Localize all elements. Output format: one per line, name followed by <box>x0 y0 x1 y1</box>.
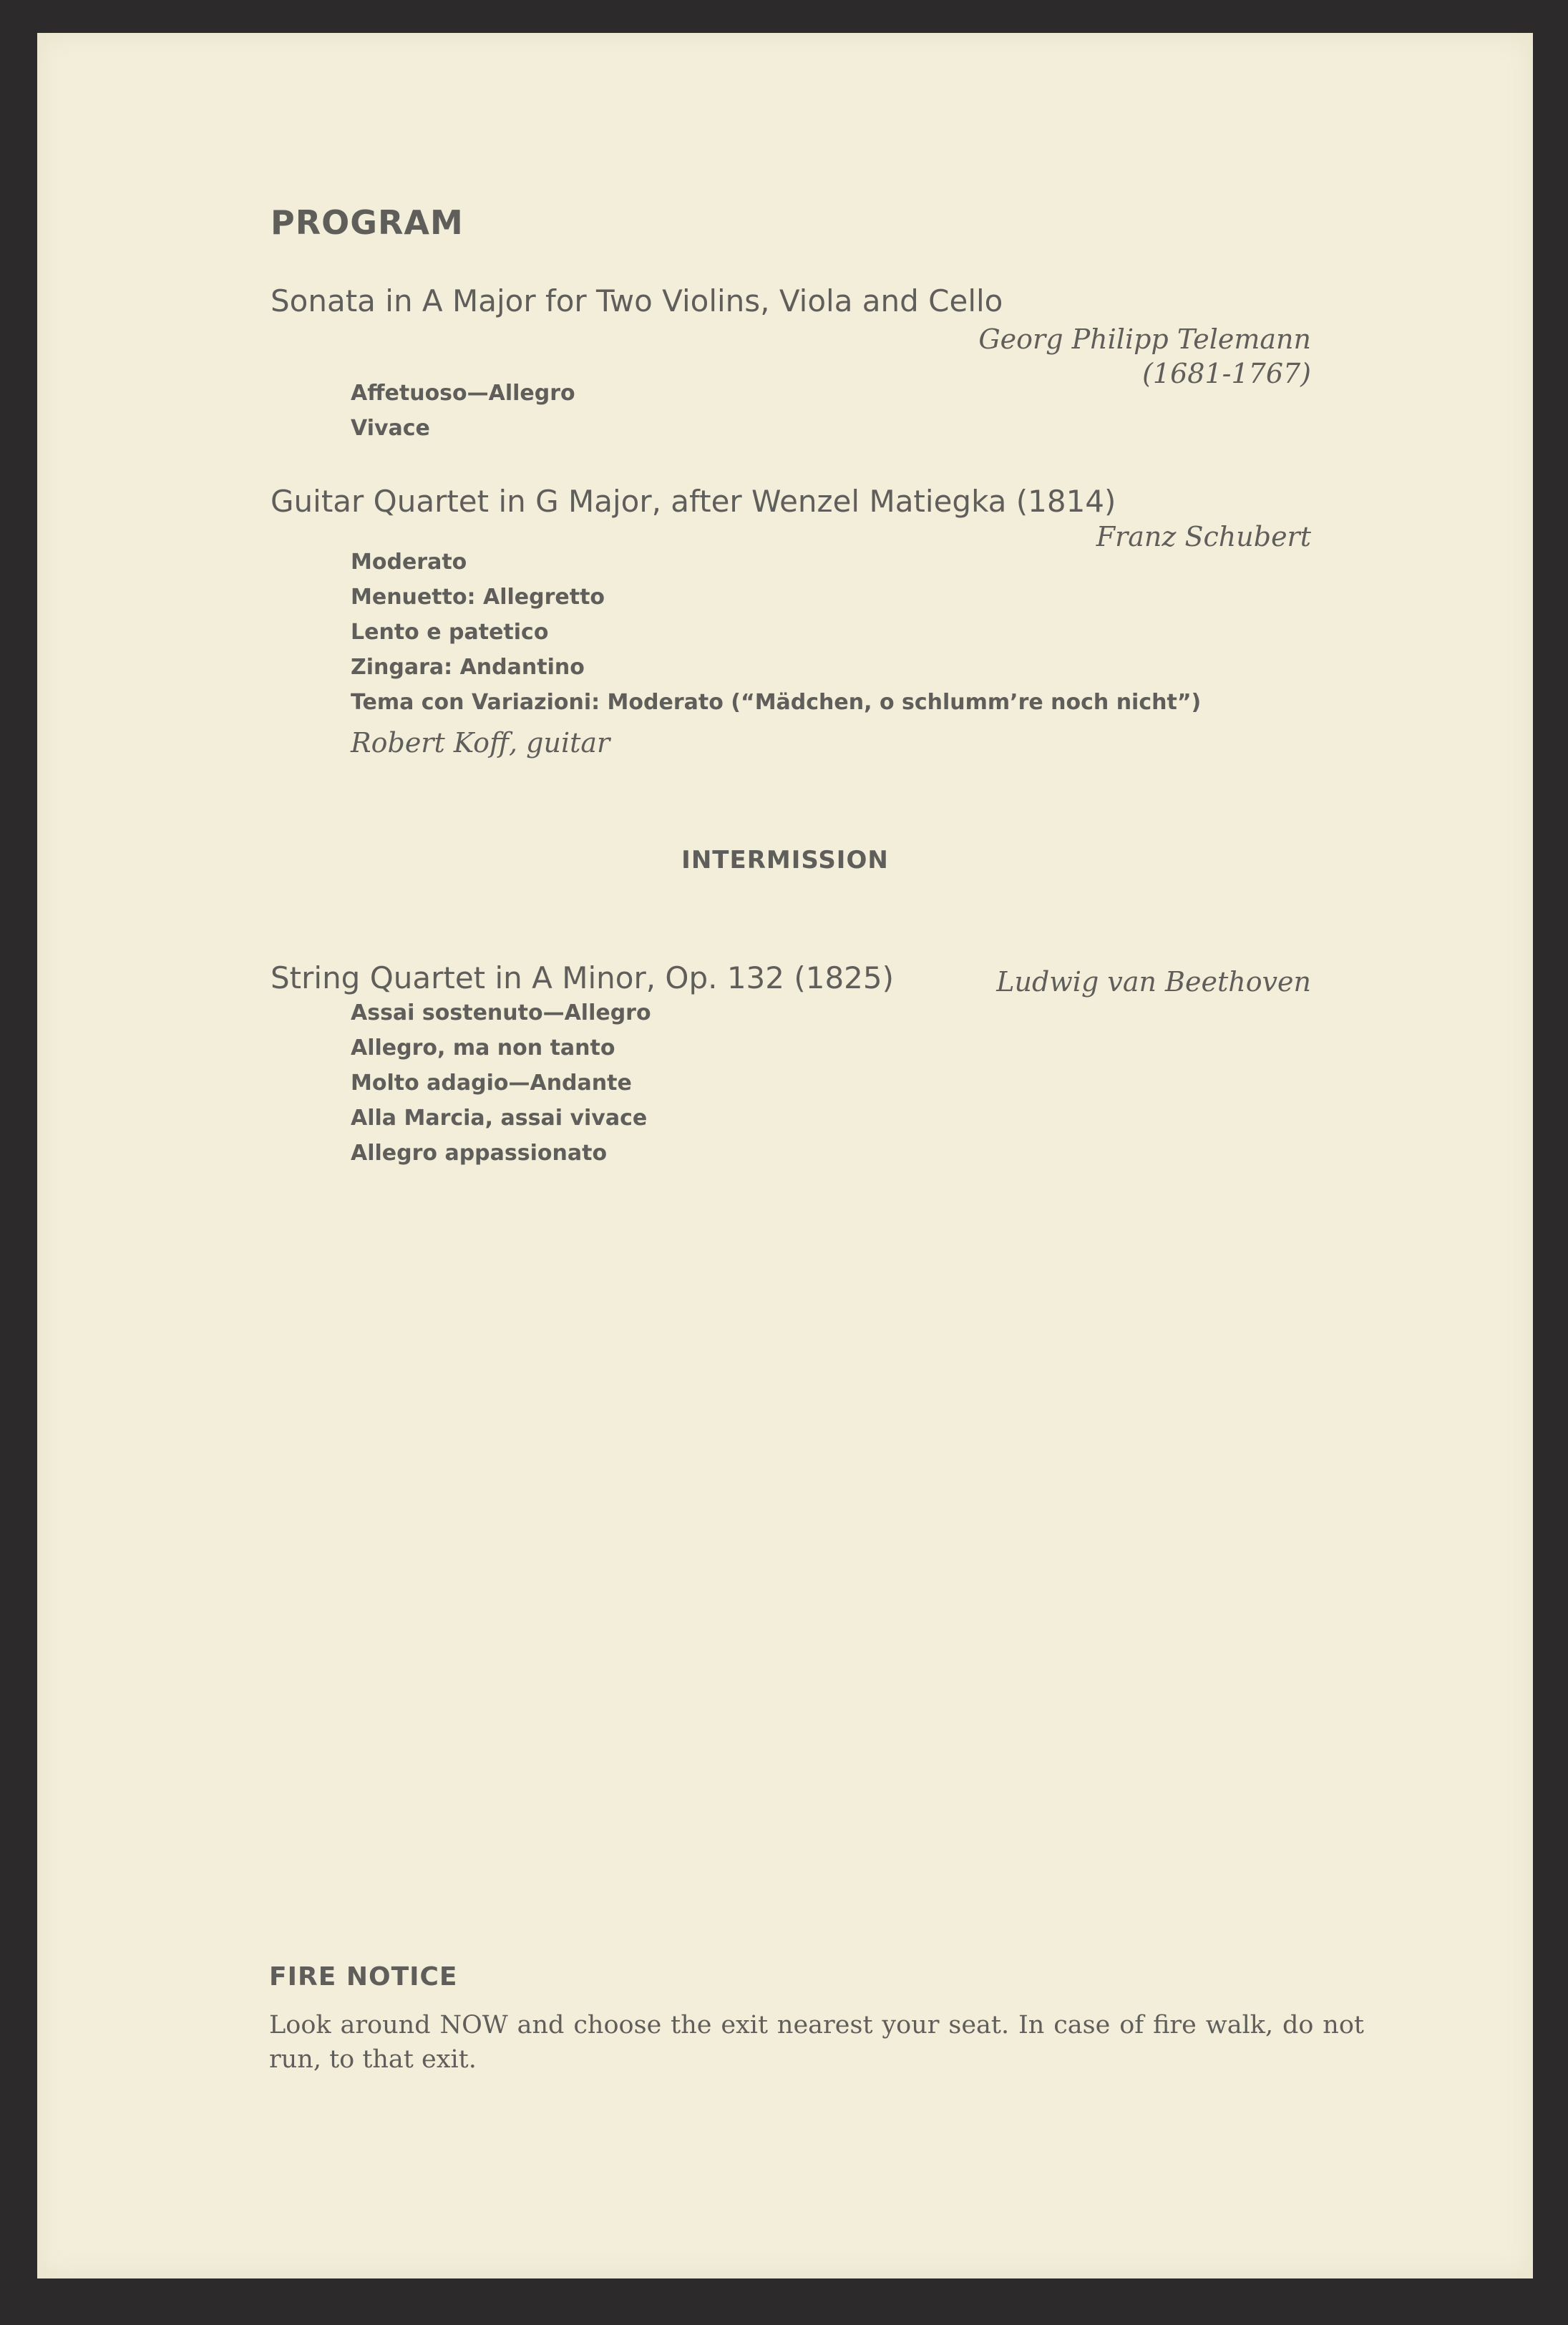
program-heading: PROGRAM <box>271 203 464 242</box>
work-title-schubert: Guitar Quartet in G Major, after Wenzel Matiegka (1814) <box>271 484 1116 519</box>
composer-dates: (1681-1767) <box>1142 358 1311 389</box>
fire-notice-title: FIRE NOTICE <box>269 1962 458 1992</box>
composer-name: Georg Philipp Telemann <box>978 323 1311 355</box>
movement-list-schubert <box>351 550 1201 725</box>
list-item: Alla Marcia, assai vivace <box>351 1106 648 1131</box>
composer-name: Franz Schubert <box>1096 521 1311 552</box>
program-page <box>37 33 1533 2278</box>
work-title-telemann: Sonata in A Major for Two Violins, Viola and Cello <box>271 283 1003 318</box>
list-item: Vivace <box>351 416 430 441</box>
list-item: Zingara: Andantino <box>351 655 585 680</box>
movement-list-telemann <box>351 381 575 451</box>
list-item: Menuetto: Allegretto <box>351 585 605 610</box>
composer-telemann <box>978 322 1311 391</box>
list-item: Lento e patetico <box>351 620 549 645</box>
list-item: Tema con Variazioni: Moderato (“Mädchen, o schlumm’re noch nicht”) <box>351 690 1202 715</box>
list-item: Affetuoso—Allegro <box>351 381 575 406</box>
performer-credit: Robert Koff, guitar <box>351 727 610 759</box>
composer-beethoven <box>996 965 1311 999</box>
movement-list-beethoven <box>351 1000 651 1176</box>
list-item: Assai sostenuto—Allegro <box>351 1000 651 1025</box>
list-item: Moderato <box>351 550 467 575</box>
composer-schubert <box>1096 520 1311 554</box>
composer-name: Ludwig van Beethoven <box>996 966 1311 998</box>
intermission-label: INTERMISSION <box>681 846 889 874</box>
list-item: Molto adagio—Andante <box>351 1071 632 1096</box>
list-item: Allegro appassionato <box>351 1141 608 1166</box>
work-title-beethoven: String Quartet in A Minor, Op. 132 (1825) <box>271 960 895 995</box>
fire-notice-text: Look around NOW and choose the exit nearest your seat. In case of fire walk, do not run, to that exit. <box>269 2011 1364 2074</box>
list-item: Allegro, ma non tanto <box>351 1035 615 1061</box>
